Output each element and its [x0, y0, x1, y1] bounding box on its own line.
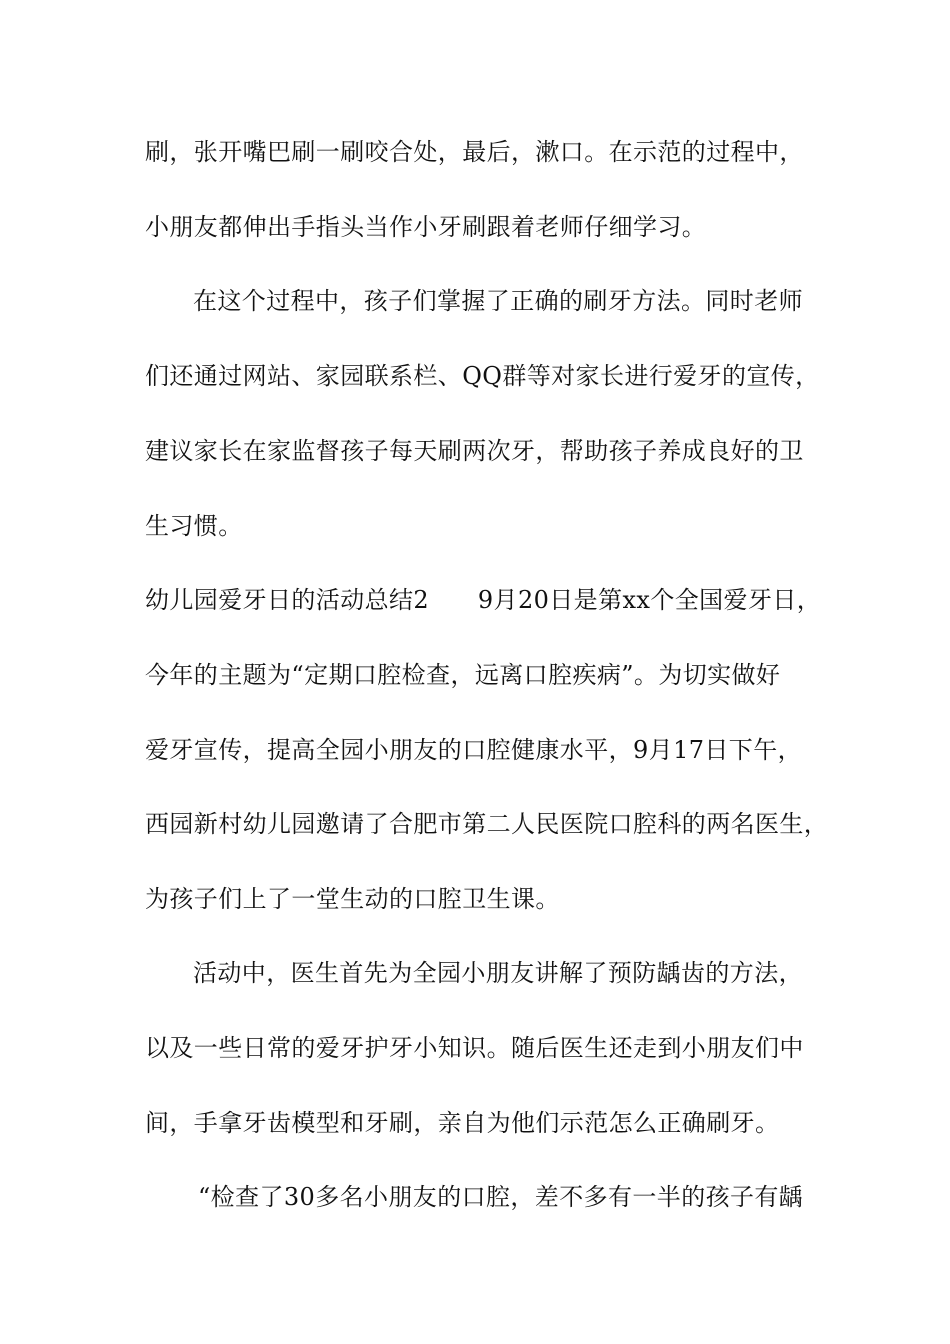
text-line: 爱牙宣传，提高全园小朋友的口腔健康水平，9月17日下午， — [145, 736, 803, 764]
text-line: 为孩子们上了一堂生动的口腔卫生课。 — [145, 885, 560, 913]
text-line: 在这个过程中，孩子们掌握了正确的刷牙方法。同时老师 — [193, 287, 803, 315]
text-line: 生习惯。 — [145, 512, 243, 540]
text-line: 西园新村幼儿园邀请了合肥市第二人民医院口腔科的两名医生， — [145, 810, 829, 838]
text-line: 以及一些日常的爱牙护牙小知识。随后医生还走到小朋友们中 — [145, 1034, 804, 1062]
text-line: 间，手拿牙齿模型和牙刷，亲自为他们示范怎么正确刷牙。 — [145, 1109, 780, 1137]
text-line: 小朋友都伸出手指头当作小牙刷跟着老师仔细学习。 — [145, 213, 707, 241]
text-line: “检查了30多名小朋友的口腔，差不多有一半的孩子有龋 — [198, 1183, 804, 1211]
text-line: 建议家长在家监督孩子每天刷两次牙，帮助孩子养成良好的卫 — [145, 437, 804, 465]
text-line: 们还通过网站、家园联系栏、QQ群等对家长进行爱牙的宣传， — [145, 362, 820, 390]
text-line: 今年的主题为“定期口腔检查，远离口腔疾病”。为切实做好 — [145, 661, 781, 689]
text-line: 活动中，医生首先为全园小朋友讲解了预防龋齿的方法， — [193, 959, 803, 987]
text-line: 刷，张开嘴巴刷一刷咬合处，最后，漱口。在示范的过程中， — [145, 138, 804, 166]
section-heading-line: 幼儿园爱牙日的活动总结2 9月20日是第xx个全国爱牙日， — [145, 586, 822, 614]
